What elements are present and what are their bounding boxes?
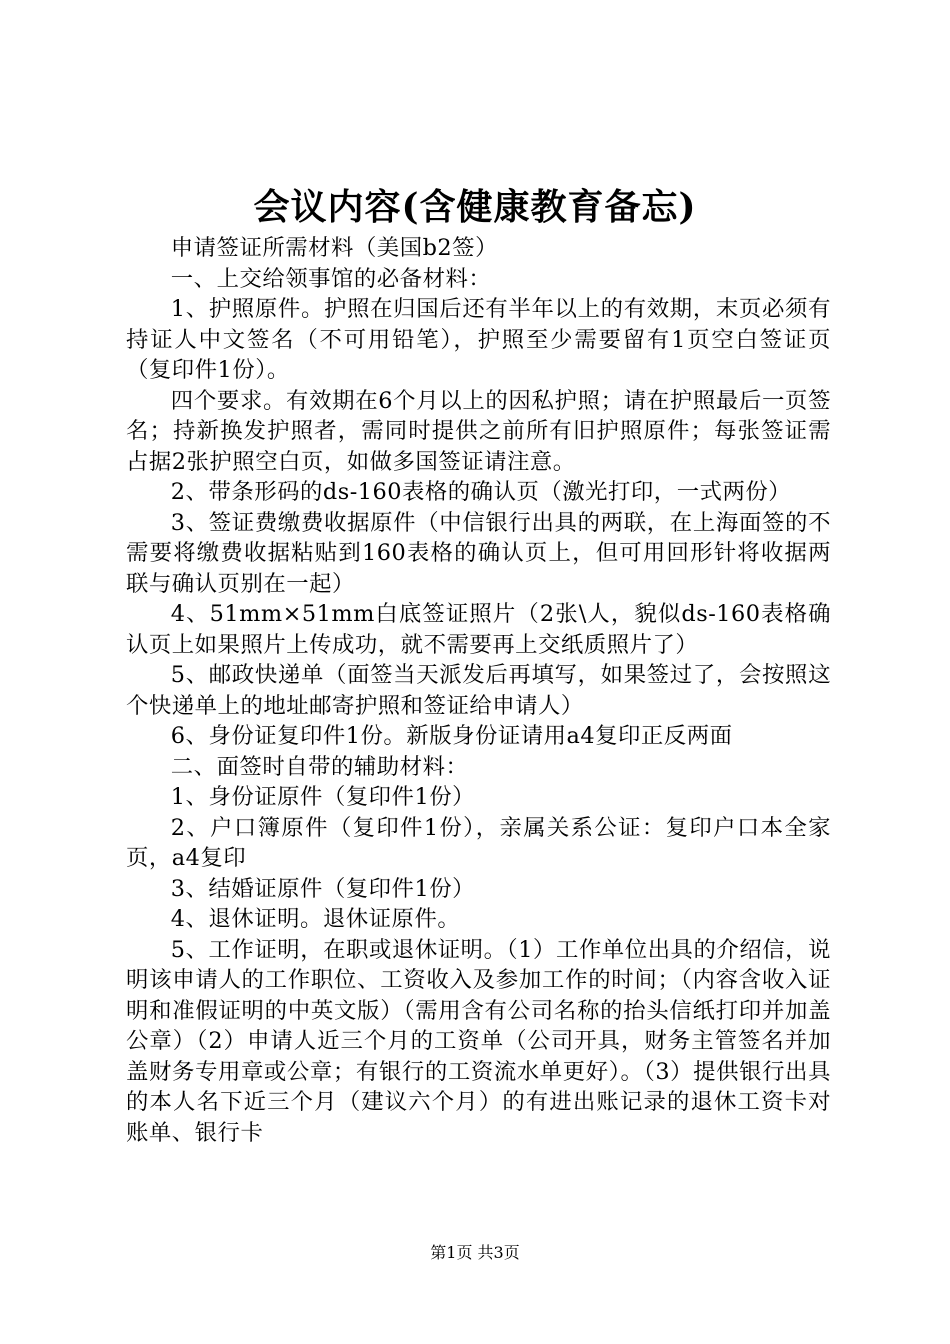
paragraph: 4、51mm×51mm白底签证照片（2张\人，貌似ds-160表格确认页上如果照片上传成功，就不需要再上交纸质照片了）	[126, 601, 831, 658]
paragraph: 1、护照原件。护照在归国后还有半年以上的有效期，末页必须有持证人中文签名（不可用铅笔），护照至少需要留有1页空白签证页（复印件1份）。	[126, 296, 831, 383]
paragraph: 二、面签时自带的辅助材料：	[170, 753, 469, 780]
paragraph: 2、带条形码的ds-160表格的确认页（激光打印，一式两份）	[170, 479, 792, 505]
paragraph: 3、签证费缴费收据原件（中信银行出具的两联，在上海面签的不需要将缴费收据粘贴到160表格的确认页上，但可用回形针将收据两联与确认页别在一起）	[126, 509, 831, 597]
document-body	[126, 233, 831, 1148]
paragraph: 1、身份证原件（复印件1份）	[170, 784, 475, 810]
paragraph: 6、身份证复印件1份。新版身份证请用a4复印正反两面	[170, 723, 733, 749]
paragraph: 5、工作证明，在职或退休证明。（1）工作单位出具的介绍信，说明该申请人的工作职位、工资收入及参加工作的时间；（内容含收入证明和准假证明的中英文版）（需用含有公司名称的抬头信纸打印并加盖公章）（2）申请人近三个月的工资单（公司开具，财务主管签名并加盖财务专用章或公章；有银行的工资流水单更好）。（3）提供银行出具的本人名下近三个月（建议六个月）的有进出账记录的退休工资卡对账单、银行卡	[126, 936, 831, 1146]
document-title: 会议内容(含健康教育备忘)	[253, 186, 697, 228]
paragraph: 四个要求。有效期在6个月以上的因私护照；请在护照最后一页签名；持新换发护照者，需同时提供之前所有旧护照原件；每张签证需占据2张护照空白页，如做多国签证请注意。	[126, 387, 831, 475]
page-footer: 第1页 共3页	[430, 1243, 520, 1262]
paragraph: 2、户口簿原件（复印件1份），亲属关系公证：复印户口本全家页，a4复印	[126, 814, 831, 871]
paragraph: 一、上交给领事馆的必备材料：	[170, 265, 492, 292]
paragraph: 3、结婚证原件（复印件1份）	[170, 875, 475, 902]
paragraph: 4、退休证明。退休证原件。	[170, 906, 461, 932]
paragraph: 5、邮政快递单（面签当天派发后再填写，如果签过了，会按照这个快递单上的地址邮寄护照和签证给申请人）	[126, 662, 831, 719]
paragraph: 申请签证所需材料（美国b2签）	[170, 235, 498, 261]
